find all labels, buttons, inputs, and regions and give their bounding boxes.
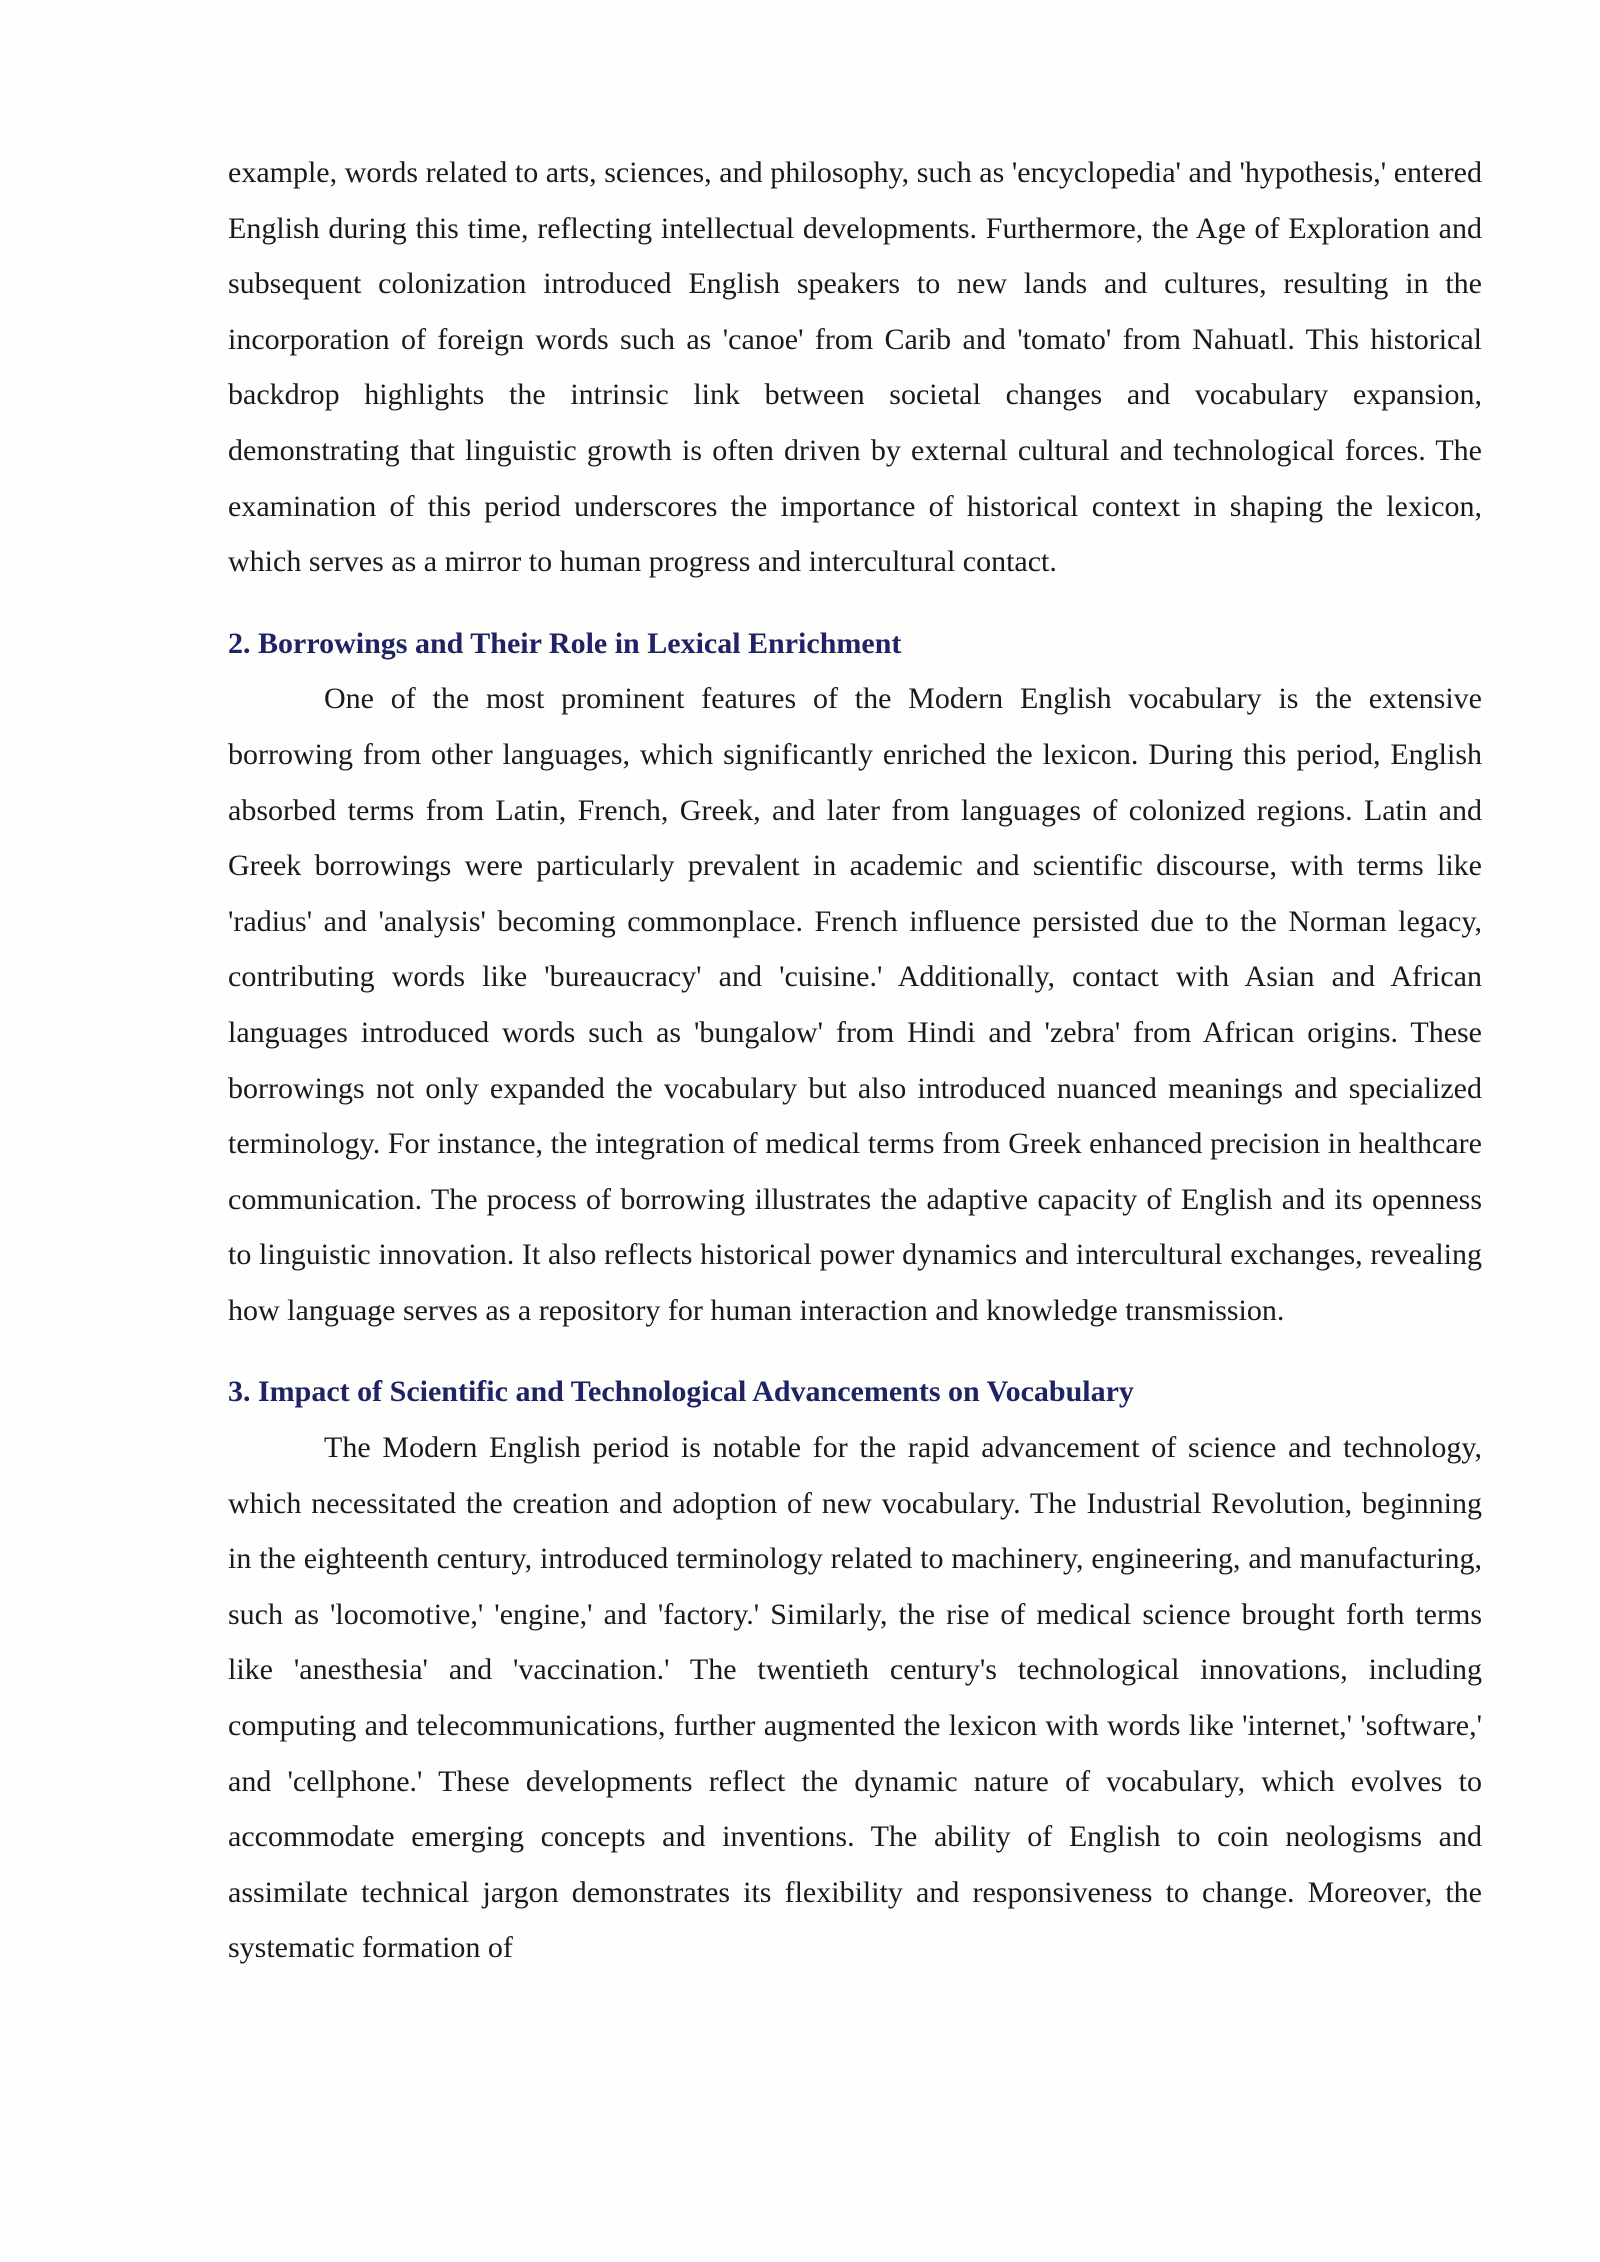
intro-paragraph: example, words related to arts, sciences, and philosophy, such as 'encyclopedia' and 'hypothesis,' entered English during this time, reflecting intellectual developments. Furthermore, the Age of Exploration and subsequent colonization introduced English speakers to new lands and cultures, resulting in the incorporation of foreign words such as 'canoe' from Carib and 'tomato' from Nahuatl. This historical backdrop highlights the intrinsic link between societal changes and vocabulary expansion, demonstrating that linguistic growth is often driven by external cultural and technological forces. The examination of this period underscores the importance of historical context in shaping the lexicon, which serves as a mirror to human progress and intercultural contact. <box>228 156 1482 579</box>
section-body-borrowings: One of the most prominent features of the Modern English vocabulary is the extensive borrowing from other languages, which significantly enriched the lexicon. During this period, English absorbed terms from Latin, French, Greek, and later from languages of colonized regions. Latin and Greek borrowings were particularly prevalent in academic and scientific discourse, with terms like 'radius' and 'analysis' becoming commonplace. French influence persisted due to the Norman legacy, contributing words like 'bureaucracy' and 'cuisine.' Additionally, contact with Asian and African languages introduced words such as 'bungalow' from Hindi and 'zebra' from African origins. These borrowings not only expanded the vocabulary but also introduced nuanced meanings and specialized terminology. For instance, the integration of medical terms from Greek enhanced precision in healthcare communication. The process of borrowing illustrates the adaptive capacity of English and its openness to linguistic innovation. It also reflects historical power dynamics and intercultural exchanges, revealing how language serves as a repository for human interaction and knowledge transmission. <box>228 682 1482 1327</box>
section-heading-scientific-advancements: 3. Impact of Scientific and Technological Advancements on Vocabulary <box>228 1375 1134 1409</box>
section-heading-borrowings: 2. Borrowings and Their Role in Lexical Enrichment <box>228 626 902 660</box>
section-body-scientific-advancements: The Modern English period is notable for the rapid advancement of science and technology, which necessitated the creation and adoption of new vocabulary. The Industrial Revolution, beginning in the eighteenth century, introduced terminology related to machinery, engineering, and manufacturing, such as 'locomotive,' 'engine,' and 'factory.' Similarly, the rise of medical science brought forth terms like 'anesthesia' and 'vaccination.' The twentieth century's technological innovations, including computing and telecommunications, further augmented the lexicon with words like 'internet,' 'software,' and 'cellphone.' These developments reflect the dynamic nature of vocabulary, which evolves to accommodate emerging concepts and inventions. The ability of English to coin neologisms and assimilate technical jargon demonstrates its flexibility and responsiveness to change. Moreover, the systematic formation of <box>228 1431 1482 1965</box>
document-body <box>228 145 1482 1976</box>
